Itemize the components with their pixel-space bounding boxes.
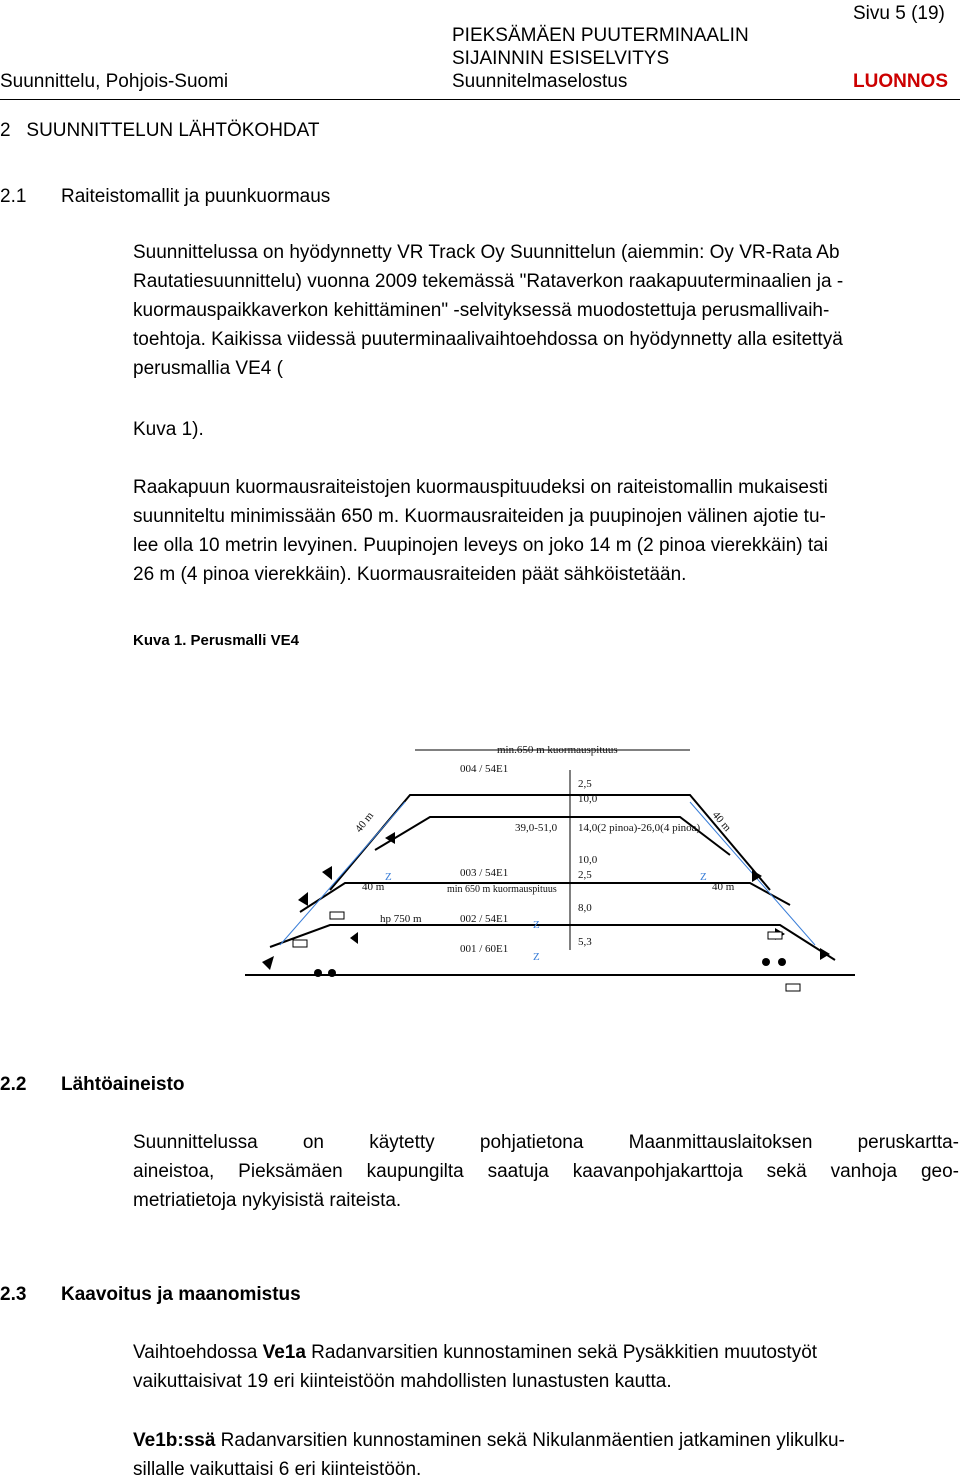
paragraph-2-3-b (133, 1426, 959, 1484)
label-dim-10-0-top: 10,0 (578, 793, 598, 805)
document-title-line1: PIEKSÄMÄEN PUUTERMINAALIN (452, 25, 749, 46)
section-heading-2-2 (0, 1074, 960, 1098)
track-layout-diagram (0, 720, 960, 1010)
paragraph-2-1-b (133, 473, 959, 589)
z-mark: Z (700, 871, 707, 883)
label-40m-right: 40 m (712, 881, 735, 893)
text-line: Rautatiesuunnittelu) vuonna 2009 tekemässä "Rataverkon raakapuuterminaalien ja - (133, 271, 844, 292)
signal-light (314, 969, 322, 977)
signal-light (762, 958, 770, 966)
label-dim-8-0: 8,0 (578, 902, 592, 914)
label-40m-diag-right: 40 m (709, 809, 734, 835)
label-40m-left: 40 m (362, 881, 385, 893)
z-mark: Z (385, 871, 392, 883)
paragraph-2-1-a (133, 238, 959, 383)
paragraph-2-1-a-tail: Kuva 1). (133, 419, 204, 440)
text-line: Suunnittelussa on hyödynnetty VR Track Oy Suunnittelun (aiemmin: Oy VR-Rata Ab (133, 242, 840, 263)
label-dim-2-5-top: 2,5 (578, 778, 592, 790)
track-002-line (270, 925, 835, 960)
z-mark: Z (533, 951, 540, 963)
signal-marker (350, 932, 358, 944)
text-line: vaikuttaisivat 19 eri kiinteistöön mahdollisten lunastusten kautta. (133, 1371, 672, 1392)
label-track-002: 002 / 54E1 (460, 913, 509, 925)
document-type: Suunnitelmaselostus (452, 71, 628, 92)
organization: Suunnittelu, Pohjois-Suomi (0, 71, 229, 92)
text-run: Radanvarsitien kunnostaminen sekä Pysäkkitien muutostyöt (305, 1342, 818, 1363)
text-line: kuormauspaikkaverkon kehittäminen" -selvityksessä muodostettuja perusmallivaih- (133, 300, 830, 321)
section-heading-2-1 (0, 186, 960, 210)
label-40m-diag-left: 40 m (352, 809, 377, 835)
text-line: metriatietoja nykyisistä raiteista. (133, 1190, 402, 1211)
text-line: toehtoja. Kaikissa viidessä puuterminaalivaihtoehdossa on hyödynnetty alla esitettyä (133, 329, 843, 350)
sign-box (768, 932, 782, 939)
document-title-line2: SIJAINNIN ESISELVITYS (452, 48, 670, 69)
text-run: Radanvarsitien kunnostaminen sekä Nikulanmäentien jatkaminen ylikulku- (215, 1430, 845, 1451)
paragraph-2-2 (133, 1128, 959, 1215)
text-line: 26 m (4 pinoa vierekkäin). Kuormausraiteiden päät sähköistetään. (133, 564, 687, 585)
text-line: lee olla 10 metrin levyinen. Puupinojen leveys on joko 14 m (2 pinoa vierekkäin) tai (133, 535, 828, 556)
signal-marker (262, 956, 274, 970)
label-track-003: 003 / 54E1 (460, 867, 509, 879)
section-number: 2.1 (0, 186, 27, 207)
figure-caption: Kuva 1. Perusmalli VE4 (133, 632, 299, 649)
text-line (133, 1426, 959, 1455)
header-divider (0, 99, 960, 100)
option-ve1b: Ve1b:ssä (133, 1430, 216, 1451)
status-badge: LUONNOS (853, 71, 948, 92)
sign-box (293, 940, 307, 947)
signal-marker (298, 892, 308, 906)
option-ve1a: Ve1a (262, 1342, 306, 1363)
label-dim-39: 39,0-51,0 (515, 822, 558, 834)
sign-box (330, 912, 344, 919)
section-title: Lähtöaineisto (61, 1074, 185, 1095)
label-track-004: 004 / 54E1 (460, 763, 509, 775)
section-number: 2.2 (0, 1074, 27, 1095)
label-min-loading-length: min.650 m kuormauspituus (497, 744, 618, 756)
signal-light (328, 969, 336, 977)
text-line: aineistoa, Pieksämäen kaupungilta saatuja kaavanpohjakarttoja sekä vanhoja geo- (133, 1161, 959, 1182)
section-number: 2.3 (0, 1284, 27, 1305)
paragraph-2-3-a (133, 1338, 959, 1396)
signal-marker (820, 948, 830, 960)
text-line: perusmallia VE4 ( (133, 358, 283, 379)
text-line (133, 1338, 959, 1367)
text-line: Raakapuun kuormausraiteistojen kuormauspituudeksi on raiteistomallin mukaisesti (133, 477, 828, 498)
label-dim-2-5-low: 2,5 (578, 869, 592, 881)
text-line: Suunnittelussa on käytetty pohjatietona Maanmittauslaitoksen peruskartta- (133, 1132, 959, 1153)
label-dim-5-3: 5,3 (578, 936, 592, 948)
text-run: Vaihtoehdossa (133, 1342, 263, 1363)
signal-light (778, 958, 786, 966)
label-dim-10-0-low: 10,0 (578, 854, 598, 866)
label-hp-750: hp 750 m (380, 913, 422, 925)
text-line: suunniteltu minimissään 650 m. Kuormausraiteiden ja puupinojen välinen ajotie tu- (133, 506, 826, 527)
page-number: Sivu 5 (19) (853, 3, 945, 24)
z-mark: Z (533, 919, 540, 931)
section-heading-2: 2 SUUNNITTELUN LÄHTÖKOHDAT (0, 120, 320, 141)
sign-box (786, 984, 800, 991)
label-track-001: 001 / 60E1 (460, 943, 509, 955)
section-title: Kaavoitus ja maanomistus (61, 1284, 301, 1305)
signal-marker (322, 866, 332, 880)
label-min-650: min 650 m kuormauspituus (447, 884, 557, 895)
label-dim-14: 14,0(2 pinoa)-26,0(4 pinoa) (578, 822, 701, 834)
section-heading-2-3 (0, 1284, 960, 1308)
section-title: Raiteistomallit ja puunkuormaus (61, 186, 331, 207)
text-line: sillalle vaikuttaisi 6 eri kiinteistöön. (133, 1459, 422, 1480)
